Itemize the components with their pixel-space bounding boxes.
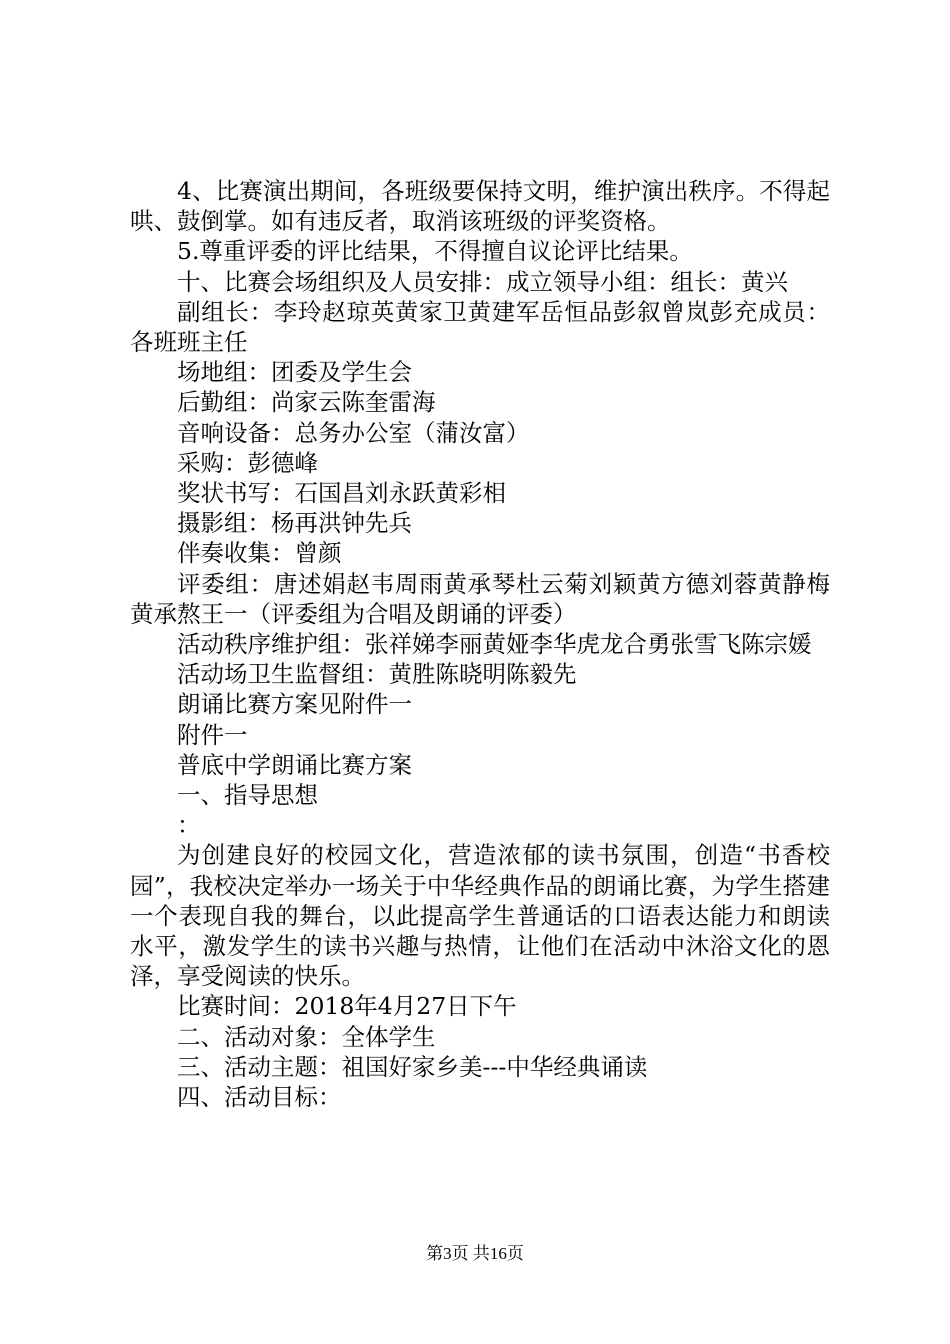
paragraph-purpose: 为创建良好的校园文化，营造浓郁的读书氛围，创造“书香校园”，我校决定举办一场关于中华经典作品的朗诵比赛，为学生搭建一个表现自我的舞台，以此提高学生普通话的口语表达能力和朗读水平，激发学生的读书兴趣与热情，让他们在活动中沐浴文化的恩泽，享受阅读的快乐。 (130, 841, 830, 991)
paragraph-participants: 二、活动对象：全体学生 (177, 1022, 436, 1051)
page-number-footer: 第3页 共16页 (426, 1244, 524, 1263)
paragraph-photography-group: 摄影组：杨再洪钟先兵 (177, 509, 412, 538)
paragraph-judges-group: 评委组：唐述娟赵韦周雨黄承琴杜云菊刘颖黄方德刘蓉黄静梅黄承熬王一（评委组为合唱及朗诵的评委） (130, 569, 830, 628)
paragraph-purchasing: 采购：彭德峰 (177, 448, 318, 477)
paragraph-contest-time: 比赛时间：2018年4月27日下午 (177, 992, 517, 1021)
paragraph-vice-leaders: 副组长：李玲赵琼英黄家卫黄建军岳恒品彭叙曾岚彭充成员：各班班主任 (130, 297, 830, 357)
paragraph-section-10: 十、比赛会场组织及人员安排：成立领导小组：组长：黄兴 (177, 267, 788, 296)
paragraph-rule-5: 5.尊重评委的评比结果，不得擅自议论评比结果。 (177, 237, 693, 266)
paragraph-colon: ： (177, 811, 201, 840)
paragraph-hygiene-group: 活动场卫生监督组：黄胜陈晓明陈毅先 (177, 660, 577, 689)
paragraph-certificate-writing: 奖状书写：石国昌刘永跃黄彩相 (177, 479, 506, 508)
paragraph-venue-group: 场地组：团委及学生会 (177, 358, 412, 387)
document-body (130, 176, 830, 1112)
paragraph-attachment-label: 附件一 (177, 720, 248, 749)
paragraph-guiding-ideology: 一、指导思想 (177, 781, 318, 810)
paragraph-goals: 四、活动目标： (177, 1083, 342, 1112)
paragraph-order-group: 活动秩序维护组：张祥娣李丽黄娅李华虎龙合勇张雪飞陈宗媛 (177, 630, 812, 659)
paragraph-audio-equipment: 音响设备：总务办公室（蒲汝富） (177, 418, 530, 447)
paragraph-theme: 三、活动主题：祖国好家乡美---中华经典诵读 (177, 1052, 648, 1081)
paragraph-recitation-reference: 朗诵比赛方案见附件一 (177, 690, 412, 719)
paragraph-accompaniment: 伴奏收集：曾颜 (177, 539, 342, 568)
paragraph-rule-4: 4、比赛演出期间，各班级要保持文明，维护演出秩序。不得起哄、鼓倒掌。如有违反者，取消该班级的评奖资格。 (130, 177, 830, 236)
paragraph-logistics-group: 后勤组：尚家云陈奎雷海 (177, 388, 436, 417)
paragraph-plan-title: 普底中学朗诵比赛方案 (177, 750, 412, 779)
